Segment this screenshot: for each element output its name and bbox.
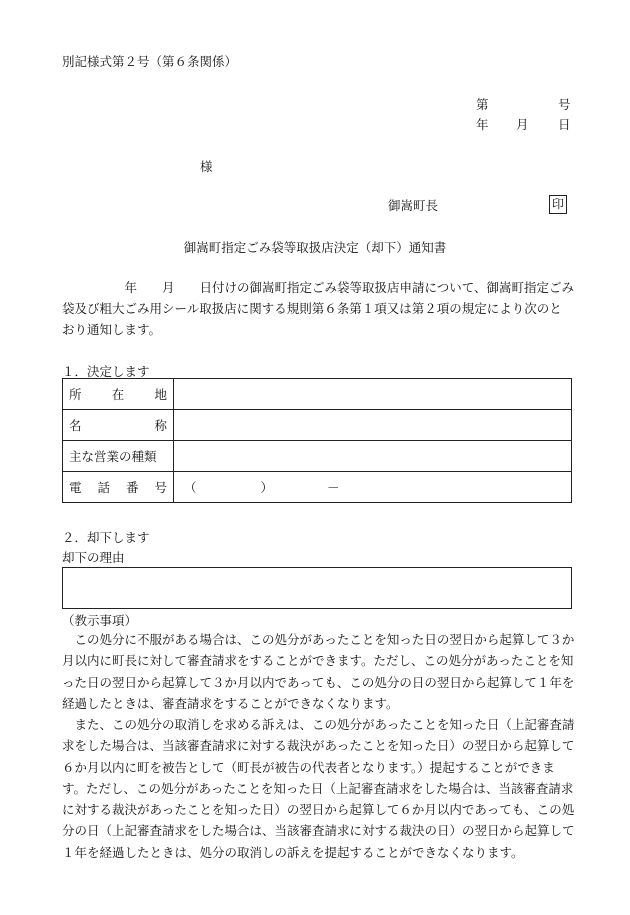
label-char: 地 [154,387,167,402]
seal-mark: 印 [549,195,567,214]
instructions-paragraph-2 [62,714,578,863]
recipient-suffix: 様 [200,159,213,174]
document-title: 御嵩町指定ごみ袋等取扱店決定（却下）通知書 [183,240,447,255]
form-number: 別記様式第２号（第６条関係） [62,54,238,69]
document-number-prefix: 第 [476,97,489,112]
label-char: 話 [97,480,110,495]
phone-close-paren: ） [260,480,274,495]
reject-reason-box[interactable] [62,567,572,609]
approval-table [62,378,572,503]
section-approve-heading: １．決定します [62,364,150,379]
label-char: 電 [69,480,82,495]
instructions-paragraph-1 [62,629,578,714]
table-row [63,472,572,503]
issuer-name: 御嵩町長 [388,198,439,213]
phone-field[interactable] [174,472,572,503]
instructions-text: この処分に不服がある場合は、この処分があったことを知った日の翌日から起算して３か月以内に町長に対して審査請求をすることができます。ただし、この処分があったことを知った日の翌日から起算して３か月以内であっても、この処分の日の翌日から起算して１年を経過したときは、審査請求をすることができなくなります。 [62,632,575,711]
table-row [63,410,572,441]
table-row [63,379,572,410]
date-day: 日 [558,117,571,132]
date-month: 月 [516,117,529,132]
business-type-field[interactable] [174,441,572,472]
reject-reason-label: 却下の理由 [62,550,125,565]
address-field[interactable] [174,379,572,410]
label-char: 号 [154,480,167,495]
label-char: 番 [125,480,139,495]
phone-open-paren: （ [184,480,197,495]
business-type-label: 主な営業の種類 [63,441,174,472]
date-year: 年 [476,117,489,132]
label-char: 所 [69,387,82,402]
instructions-text: また、この処分の取消しを求める訴えは、この処分があったことを知った日（上記審査請求をした場合は、当該審査請求に対する裁決があったことを知った日）の翌日から起算して６か月以内に町を被告として（町長が被告の代表者となります。）提起することができます。ただし、この処分があったことを知った日（上記審査請求をした場合は、当該審査請求に対する裁決があったことを知った日）の翌日から起算して６か月以内であっても、この処分の日（上記審査請求をした場合は、当該審査請求に対する裁決の日）の翌日から起算して１年を経過したときは、処分の取消しの訴えを提起することができなくなります。 [62,717,575,860]
document-number-suffix: 号 [558,97,571,112]
table-row [63,441,572,472]
name-label [63,410,174,441]
phone-label [63,472,174,503]
name-field[interactable] [174,410,572,441]
label-char: 名 [69,418,82,433]
address-label [63,379,174,410]
instructions-heading: （教示事項） [62,613,138,628]
label-char: 在 [111,387,125,402]
phone-dash: － [327,480,340,495]
label-char: 称 [154,418,167,433]
section-reject-heading: ２．却下します [62,530,150,545]
notice-body: 年 月 日付けの御嵩町指定ごみ袋等取扱店申請について、御嵩町指定ごみ袋及び粗大ごみ用シール取扱店に関する規則第６条第１項又は第２項の規定により次のとおり通知します。 [62,280,575,337]
